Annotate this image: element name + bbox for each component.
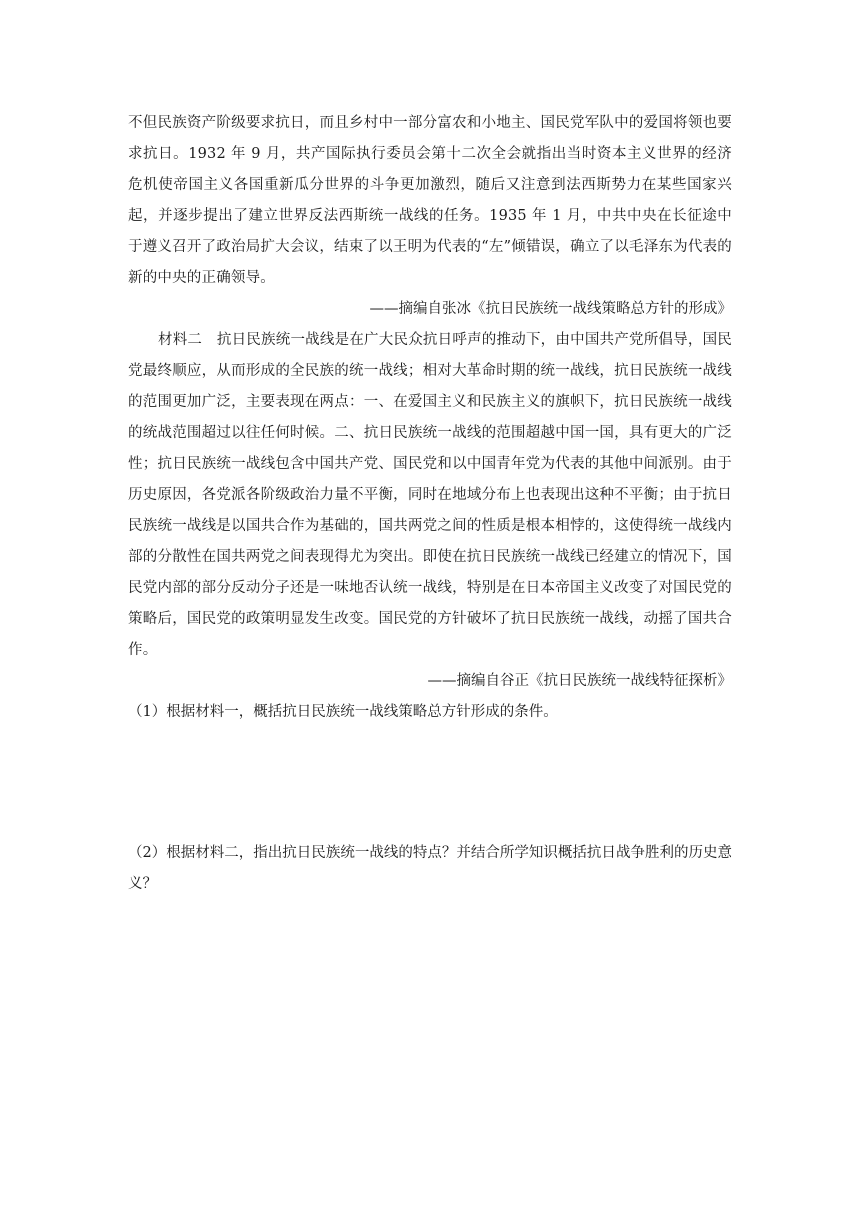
material-one-source: ——摘编自张冰《抗日民族统一战线策略总方针的形成》 xyxy=(369,301,732,317)
material-one-text: 不但民族资产阶级要求抗日，而且乡村中一部分富农和小地主、国民党军队中的爱国将领也要求抗日。1932 年 9 月，共产国际执行委员会第十二次全会就指出当时资本主义世界的经济危机使帝国主义各国重新瓜分世界的斗争更加激烈，随后又注意到法西斯势力在某些国家兴起，并逐步提出了建立世界反法西斯统一战线的任务。1935 年 1 月，中共中央在长征途中于遵义召开了政治局扩大会议，结束了以王明为代表的“左”倾错误，确立了以毛泽东为代表的新的中央的正确领导。 xyxy=(128,115,732,286)
material-two-text: 材料二 抗日民族统一战线是在广大民众抗日呼声的推动下，由中国共产党所倡导，国民党最终顺应，从而形成的全民族的统一战线；相对大革命时期的统一战线，抗日民族统一战线的范围更加广泛，主要表现在两点：一、在爱国主义和民族主义的旗帜下，抗日民族统一战线的统战范围超过以往任何时候。二、抗日民族统一战线的范围超越中国一国，具有更大的广泛性；抗日民族统一战线包含中国共产党、国民党和以中国青年党为代表的其他中间派别。由于历史原因，各党派各阶级政治力量不平衡，同时在地域分布上也表现出这种不平衡；由于抗日民族统一战线是以国共合作为基础的，国共两党之间的性质是根本相悖的，这使得统一战线内部的分散性在国共两党之间表现得尤为突出。即使在抗日民族统一战线已经建立的情况下，国民党内部的部分反动分子还是一味地否认统一战线，特别是在日本帝国主义改变了对国民党的策略后，国民党的政策明显发生改变。国民党的方针破坏了抗日民族统一战线，动摇了国共合作。 xyxy=(128,332,732,658)
document-content xyxy=(128,108,732,1080)
question-one: （1）根据材料一，概括抗日民族统一战线策略总方针形成的条件。 xyxy=(128,704,558,720)
answer-space-two xyxy=(128,900,732,1080)
material-two-source: ——摘编自谷正《抗日民族统一战线特征探析》 xyxy=(427,673,732,689)
answer-space-one xyxy=(128,728,732,838)
question-two: （2）根据材料二，指出抗日民族统一战线的特点？并结合所学知识概括抗日战争胜利的历史意义？ xyxy=(128,845,732,892)
